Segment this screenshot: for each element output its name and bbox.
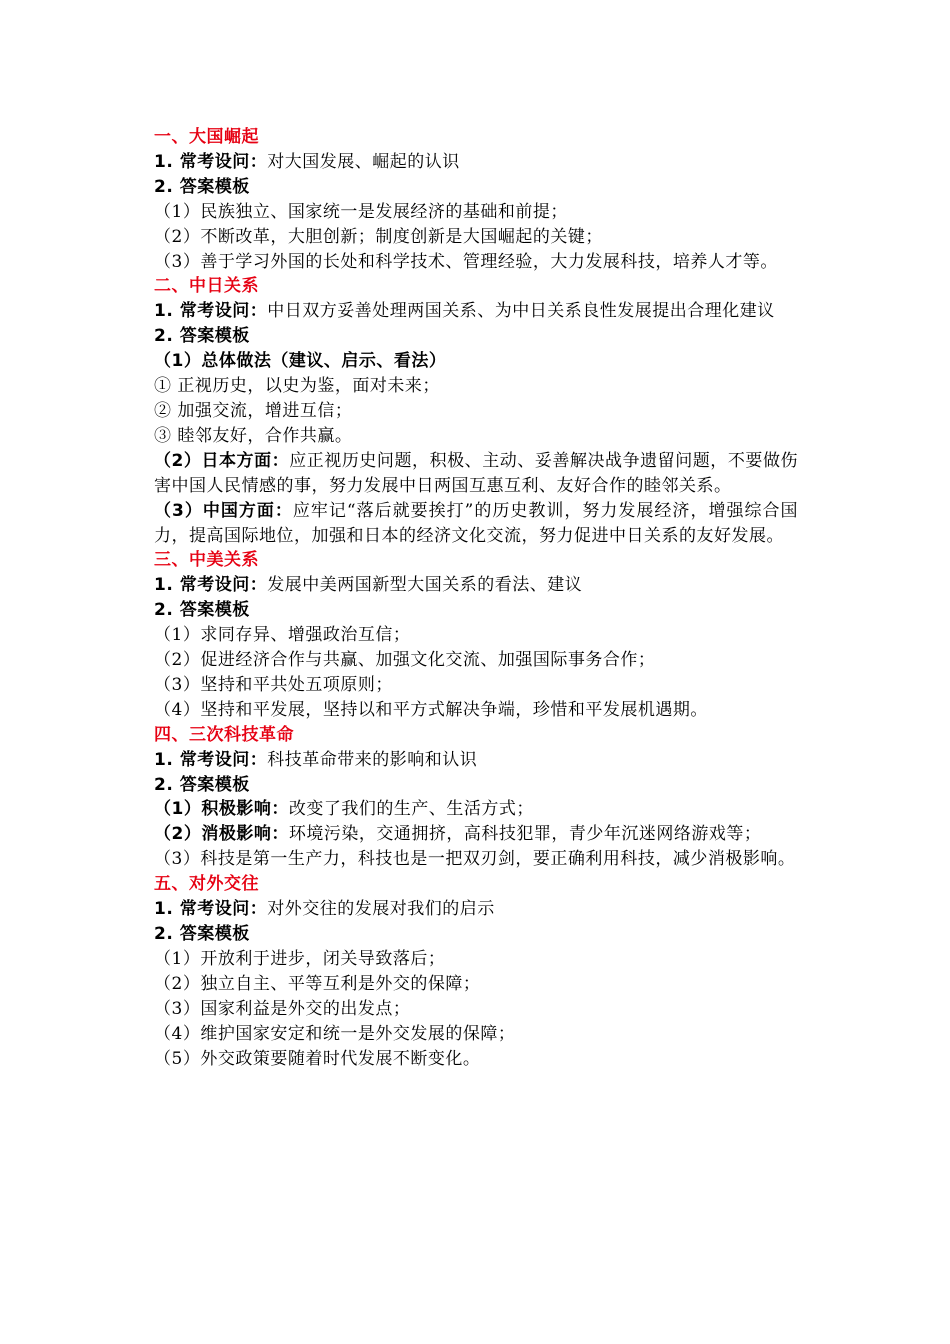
- question-line: 1. 常考设问：发展中美两国新型大国关系的看法、建议: [154, 575, 583, 596]
- list-item: ① 正视历史，以史为鉴，面对未来；: [154, 376, 440, 397]
- list-item: （2）不断改革，大胆创新；制度创新是大国崛起的关键；: [154, 226, 603, 247]
- list-item: （1）民族独立、国家统一是发展经济的基础和前提；: [154, 201, 568, 222]
- question-line: 1. 常考设问：科技革命带来的影响和认识: [154, 749, 478, 770]
- list-item: （1）求同存异、增强政治互信；: [154, 625, 411, 646]
- list-item: （3）科技是第一生产力，科技也是一把双刃剑，要正确利用科技，减少消极影响。: [154, 849, 796, 870]
- section-heading: 二、中日关系: [154, 276, 259, 297]
- list-item: （1）积极影响：改变了我们的生产、生活方式；: [154, 799, 534, 820]
- question-line: 1. 常考设问：对大国发展、崛起的认识: [154, 151, 460, 172]
- list-item: （2）促进经济合作与共赢、加强文化交流、加强国际事务合作；: [154, 650, 656, 671]
- answer-label: 2. 答案模板: [154, 326, 250, 347]
- answer-label: 2. 答案模板: [154, 774, 250, 795]
- list-item: （4）维护国家安定和统一是外交发展的保障；: [154, 1023, 516, 1044]
- list-item: ② 加强交流，增进互信；: [154, 400, 353, 421]
- section-heading: 三、中美关系: [154, 550, 259, 571]
- list-item: ③ 睦邻友好，合作共赢。: [154, 425, 353, 446]
- list-item: （5）外交政策要随着时代发展不断变化。: [154, 1048, 481, 1069]
- list-item: （2）日本方面：应正视历史问题，积极、主动、妥善解决战争遗留问题，不要做伤害中国人民情感的事，努力发展中日两国互惠互利、友好合作的睦邻关系。: [154, 450, 798, 496]
- answer-label: 2. 答案模板: [154, 176, 250, 197]
- list-item: （1）开放利于进步，闭关导致落后；: [154, 948, 446, 969]
- answer-label: 2. 答案模板: [154, 600, 250, 621]
- list-item: （3）国家利益是外交的出发点；: [154, 998, 411, 1019]
- question-line: 1. 常考设问：对外交往的发展对我们的启示: [154, 899, 495, 920]
- list-item: （2）独立自主、平等互利是外交的保障；: [154, 973, 481, 994]
- list-item: （3）善于学习外国的长处和科学技术、管理经验，大力发展科技，培养人才等。: [154, 251, 778, 272]
- list-item: （4）坚持和平发展，坚持以和平方式解决争端，珍惜和平发展机遇期。: [154, 699, 708, 720]
- answer-label: 2. 答案模板: [154, 924, 250, 944]
- question-line: 1. 常考设问：中日双方妥善处理两国关系、为中日关系良性发展提出合理化建议: [154, 301, 775, 322]
- sub-heading: （1）总体做法（建议、启示、看法）: [154, 351, 447, 372]
- section-heading: 四、三次科技革命: [154, 724, 294, 745]
- list-item: （3）坚持和平共处五项原则；: [154, 674, 393, 695]
- list-item: （3）中国方面：应牢记“落后就要挨打”的历史教训，努力发展经济，增强综合国力，提高国际地位，加强和日本的经济文化交流，努力促进中日关系的友好发展。: [154, 500, 798, 546]
- document-body: [154, 125, 798, 1071]
- section-heading: 五、对外交往: [154, 874, 259, 895]
- list-item: （2）消极影响：环境污染，交通拥挤，高科技犯罪，青少年沉迷网络游戏等；: [154, 824, 762, 845]
- section-heading: 一、大国崛起: [154, 127, 259, 147]
